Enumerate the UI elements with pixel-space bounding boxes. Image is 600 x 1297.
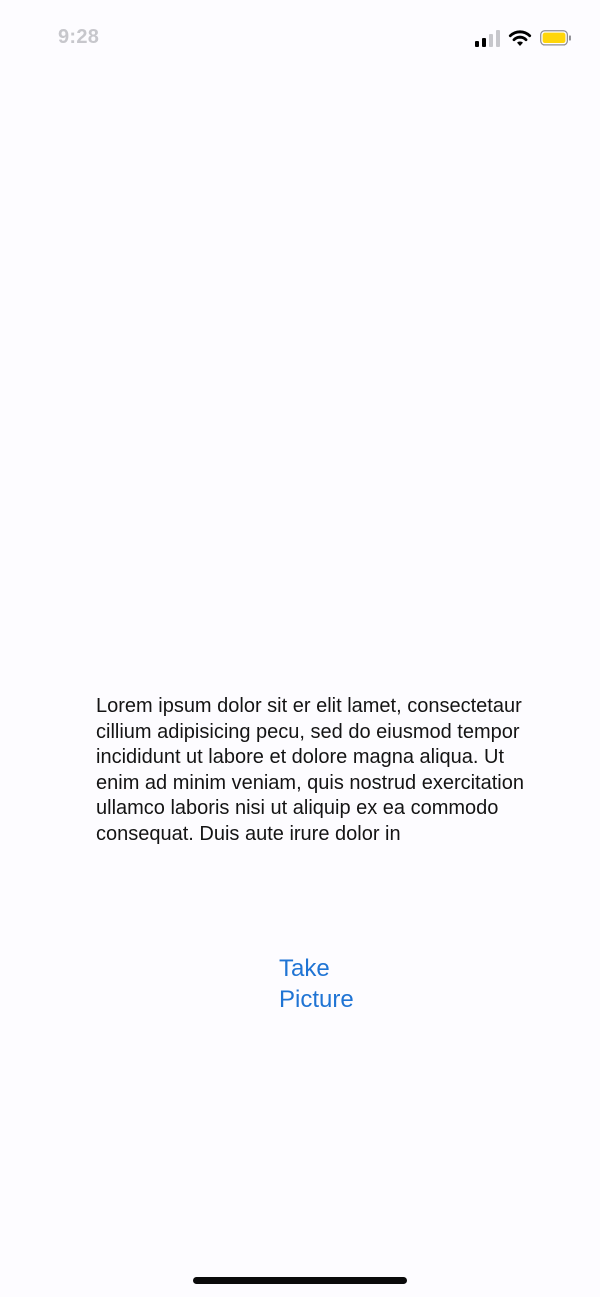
- main-content: [96, 694, 526, 847]
- wifi-icon: [508, 29, 532, 47]
- take-picture-button[interactable]: Take Picture: [279, 953, 389, 1015]
- status-icons: [475, 26, 572, 50]
- body-text: Lorem ipsum dolor sit er elit lamet, consectetaur cillium adipisicing pecu, sed do eiusmod tempor incididunt ut labore et dolore magna aliqua. Ut enim ad minim veniam, quis nostrud exercitation ullamco laboris nisi ut aliquip ex ea commodo consequat. Duis aute irure dolor in: [96, 695, 524, 845]
- battery-icon: [540, 30, 572, 46]
- status-bar: [0, 0, 600, 78]
- cellular-signal-icon: [475, 29, 500, 47]
- status-time: 9:28: [58, 26, 100, 48]
- home-indicator[interactable]: [193, 1277, 407, 1284]
